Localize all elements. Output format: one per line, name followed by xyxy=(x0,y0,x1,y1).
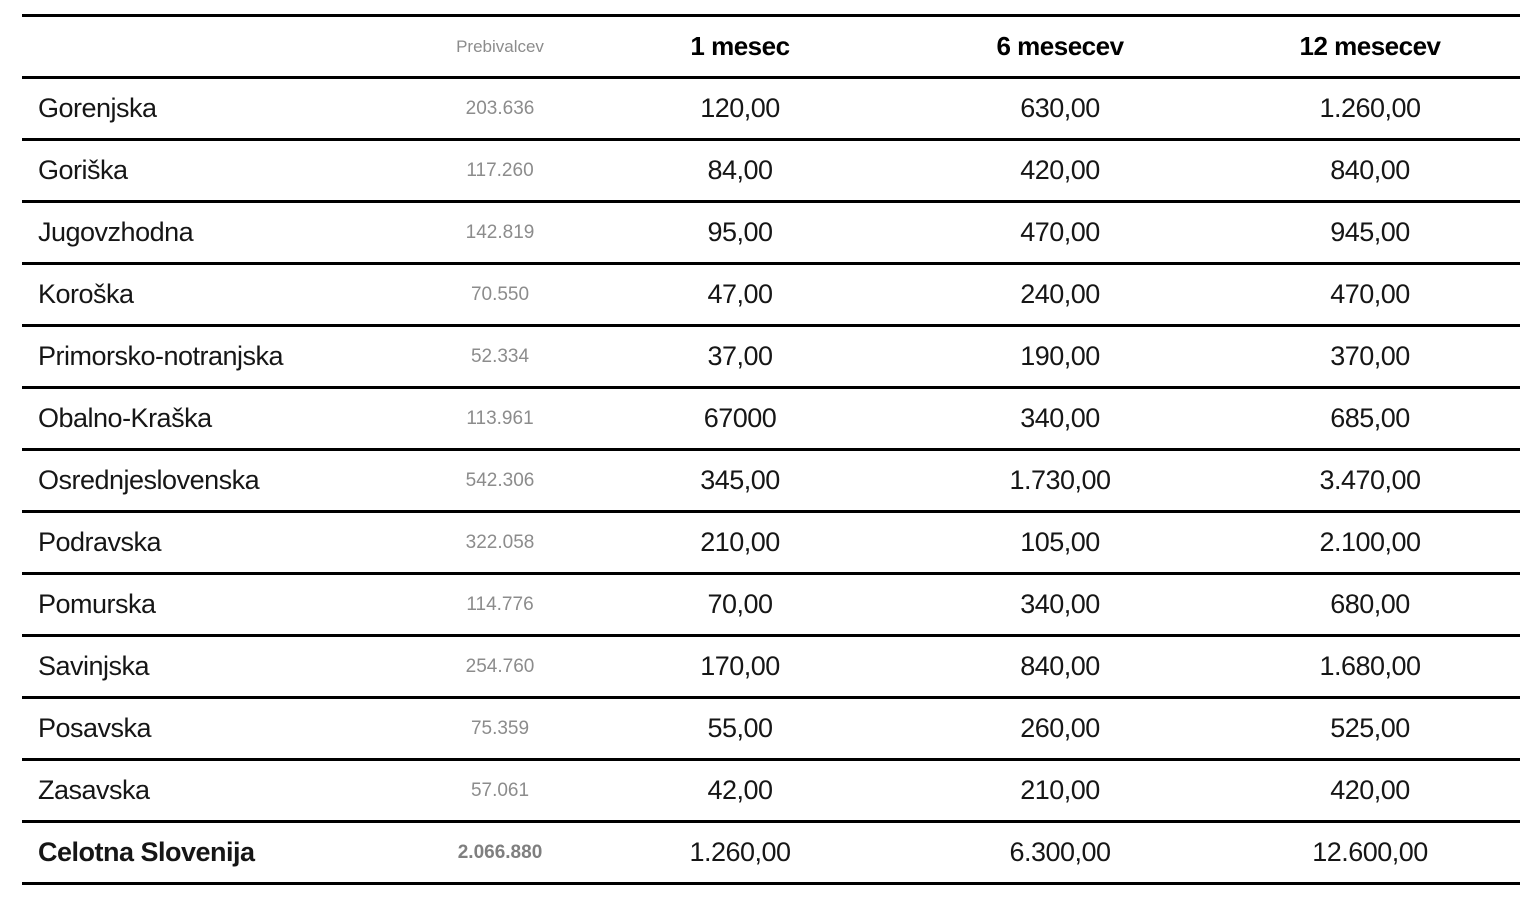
price-1m-cell: 95,00 xyxy=(707,217,773,247)
table-row xyxy=(22,78,1520,140)
price-1m-cell: 1.260,00 xyxy=(689,837,791,867)
price-12m-cell: 370,00 xyxy=(1330,341,1410,371)
price-12m-cell: 2.100,00 xyxy=(1319,527,1421,557)
price-6m-cell: 1.730,00 xyxy=(1009,465,1111,495)
population-cell: 322.058 xyxy=(465,531,535,553)
region-cell: Koroška xyxy=(38,279,134,309)
price-12m-cell: 685,00 xyxy=(1330,403,1410,433)
table-row xyxy=(22,760,1520,822)
region-cell: Gorenjska xyxy=(38,93,157,123)
price-1m-cell: 37,00 xyxy=(707,341,773,371)
population-cell: 75.359 xyxy=(470,717,530,739)
price-12m-cell: 945,00 xyxy=(1330,217,1410,247)
table-row xyxy=(22,450,1520,512)
table-header xyxy=(22,16,1520,78)
price-1m-cell: 120,00 xyxy=(700,93,780,123)
region-cell: Obalno-Kraška xyxy=(38,403,212,433)
price-12m-cell: 1.680,00 xyxy=(1319,651,1421,681)
pricing-table-container xyxy=(22,14,1520,885)
table-row xyxy=(22,574,1520,636)
population-cell: 203.636 xyxy=(465,97,535,119)
table-body xyxy=(22,78,1520,884)
table-row xyxy=(22,636,1520,698)
region-cell: Celotna Slovenija xyxy=(38,837,255,867)
table-row xyxy=(22,512,1520,574)
population-cell: 2.066.880 xyxy=(457,841,543,863)
region-cell: Podravska xyxy=(38,527,162,557)
table-row xyxy=(22,326,1520,388)
price-1m-cell: 47,00 xyxy=(707,279,773,309)
price-12m-cell: 470,00 xyxy=(1330,279,1410,309)
price-1m-cell: 42,00 xyxy=(707,775,773,805)
pricing-table xyxy=(22,14,1520,885)
header-row xyxy=(22,16,1520,78)
population-cell: 114.776 xyxy=(466,593,534,615)
price-6m-cell: 190,00 xyxy=(1020,341,1100,371)
price-1m-cell: 55,00 xyxy=(707,713,773,743)
region-cell: Pomurska xyxy=(38,589,156,619)
table-row xyxy=(22,388,1520,450)
price-12m-cell: 1.260,00 xyxy=(1319,93,1421,123)
header-population: Prebivalcev xyxy=(456,36,544,56)
price-1m-cell: 345,00 xyxy=(700,465,780,495)
price-12m-cell: 3.470,00 xyxy=(1319,465,1421,495)
total-row xyxy=(22,822,1520,884)
price-6m-cell: 105,00 xyxy=(1020,527,1100,557)
price-1m-cell: 210,00 xyxy=(700,527,780,557)
price-6m-cell: 210,00 xyxy=(1020,775,1100,805)
price-6m-cell: 260,00 xyxy=(1020,713,1100,743)
price-12m-cell: 525,00 xyxy=(1330,713,1410,743)
population-cell: 52.334 xyxy=(470,345,530,367)
price-12m-cell: 840,00 xyxy=(1330,155,1410,185)
population-cell: 113.961 xyxy=(466,407,534,429)
price-1m-cell: 70,00 xyxy=(707,589,773,619)
price-6m-cell: 470,00 xyxy=(1020,217,1100,247)
header-6-mesecev: 6 mesecev xyxy=(996,31,1124,61)
price-6m-cell: 6.300,00 xyxy=(1009,837,1111,867)
price-6m-cell: 340,00 xyxy=(1020,589,1100,619)
population-cell: 117.260 xyxy=(466,159,534,181)
table-row xyxy=(22,698,1520,760)
price-6m-cell: 340,00 xyxy=(1020,403,1100,433)
price-1m-cell: 170,00 xyxy=(700,651,780,681)
population-cell: 142.819 xyxy=(465,221,535,243)
header-12-mesecev: 12 mesecev xyxy=(1299,31,1441,61)
price-6m-cell: 420,00 xyxy=(1020,155,1100,185)
region-cell: Osrednjeslovenska xyxy=(38,465,260,495)
region-cell: Posavska xyxy=(38,713,152,743)
header-region xyxy=(22,16,420,78)
price-12m-cell: 680,00 xyxy=(1330,589,1410,619)
price-1m-cell: 84,00 xyxy=(707,155,773,185)
region-cell: Primorsko-notranjska xyxy=(38,341,284,371)
region-cell: Zasavska xyxy=(38,775,150,805)
population-cell: 542.306 xyxy=(465,469,535,491)
price-6m-cell: 240,00 xyxy=(1020,279,1100,309)
price-6m-cell: 630,00 xyxy=(1020,93,1100,123)
region-cell: Goriška xyxy=(38,155,128,185)
price-12m-cell: 12.600,00 xyxy=(1312,837,1428,867)
population-cell: 254.760 xyxy=(465,655,535,677)
region-cell: Jugovzhodna xyxy=(38,217,194,247)
price-12m-cell: 420,00 xyxy=(1330,775,1410,805)
table-row xyxy=(22,264,1520,326)
table-row xyxy=(22,202,1520,264)
table-row xyxy=(22,140,1520,202)
region-cell: Savinjska xyxy=(38,651,150,681)
header-1-mesec: 1 mesec xyxy=(690,31,790,61)
price-1m-cell: 67000 xyxy=(703,403,777,433)
population-cell: 57.061 xyxy=(470,779,530,801)
population-cell: 70.550 xyxy=(470,283,530,305)
price-6m-cell: 840,00 xyxy=(1020,651,1100,681)
